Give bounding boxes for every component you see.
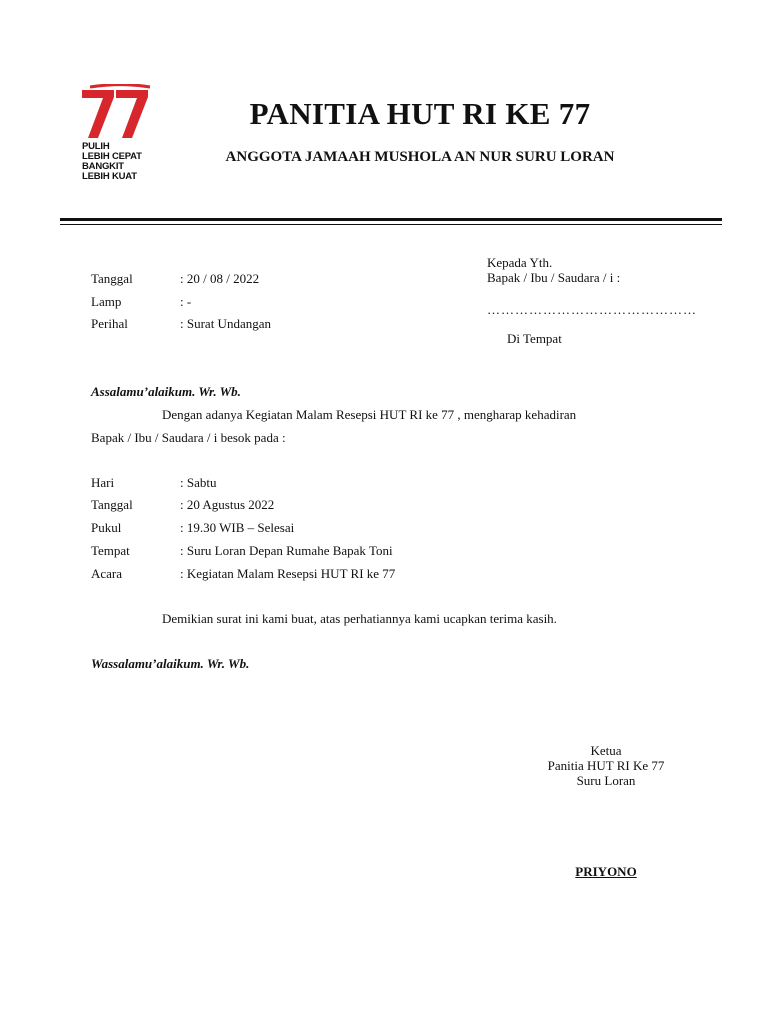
signature-org: Panitia HUT RI Ke 77 [547, 758, 665, 773]
detail-value-tempat: : Suru Loran Depan Rumahe Bapak Toni [180, 543, 393, 558]
recipient-place: Di Tempat [507, 331, 562, 346]
letterhead-title: PANITIA HUT RI KE 77 [249, 96, 591, 131]
detail-label-tempat: Tempat [91, 543, 130, 558]
detail-label-hari: Hari [91, 475, 115, 490]
detail-label-tanggal: Tanggal [91, 497, 133, 512]
meta-value-perihal: : Surat Undangan [180, 316, 271, 331]
recipient-salutation: Bapak / Ibu / Saudara / i : [487, 270, 621, 285]
letterhead-rule-thick [60, 218, 722, 221]
signature-role: Ketua [590, 743, 622, 758]
detail-value-acara: : Kegiatan Malam Resepsi HUT RI ke 77 [180, 566, 396, 581]
meta-label-perihal: Perihal [91, 316, 128, 331]
logo-line-1: PULIH [82, 141, 110, 152]
intro-line-2: Bapak / Ibu / Saudara / i besok pada : [91, 430, 286, 445]
signature-place: Suru Loran [576, 773, 636, 788]
logo-line-3: BANGKIT [82, 161, 124, 172]
logo-line-4: LEBIH KUAT [82, 171, 137, 182]
recipient-kepada: Kepada Yth. [487, 255, 553, 270]
logo-line-2: LEBIH CEPAT [82, 151, 142, 162]
detail-label-acara: Acara [91, 566, 123, 581]
meta-value-lamp: : - [180, 294, 192, 309]
detail-label-pukul: Pukul [91, 520, 122, 535]
letterhead-rule-thin [60, 224, 722, 225]
intro-line-1: Dengan adanya Kegiatan Malam Resepsi HUT RI ke 77 , mengharap kehadiran [162, 407, 577, 422]
greeting: Assalamu’alaikum. Wr. Wb. [91, 384, 241, 399]
meta-label-tanggal: Tanggal [91, 271, 133, 286]
meta-label-lamp: Lamp [91, 294, 122, 309]
detail-value-hari: : Sabtu [180, 475, 217, 490]
closing-sentence: Demikian surat ini kami buat, atas perhatiannya kami ucapkan terima kasih. [162, 611, 557, 626]
letterhead-subtitle: ANGGOTA JAMAAH MUSHOLA AN NUR SURU LORAN [225, 149, 615, 165]
recipient-name-blank: ……………………………………… [487, 302, 697, 317]
detail-value-tanggal: : 20 Agustus 2022 [180, 497, 275, 512]
meta-value-tanggal: : 20 / 08 / 2022 [180, 271, 260, 286]
signature-name: PRIYONO [575, 864, 637, 879]
farewell: Wassalamu’alaikum. Wr. Wb. [91, 656, 250, 671]
detail-value-pukul: : 19.30 WIB – Selesai [180, 520, 295, 535]
